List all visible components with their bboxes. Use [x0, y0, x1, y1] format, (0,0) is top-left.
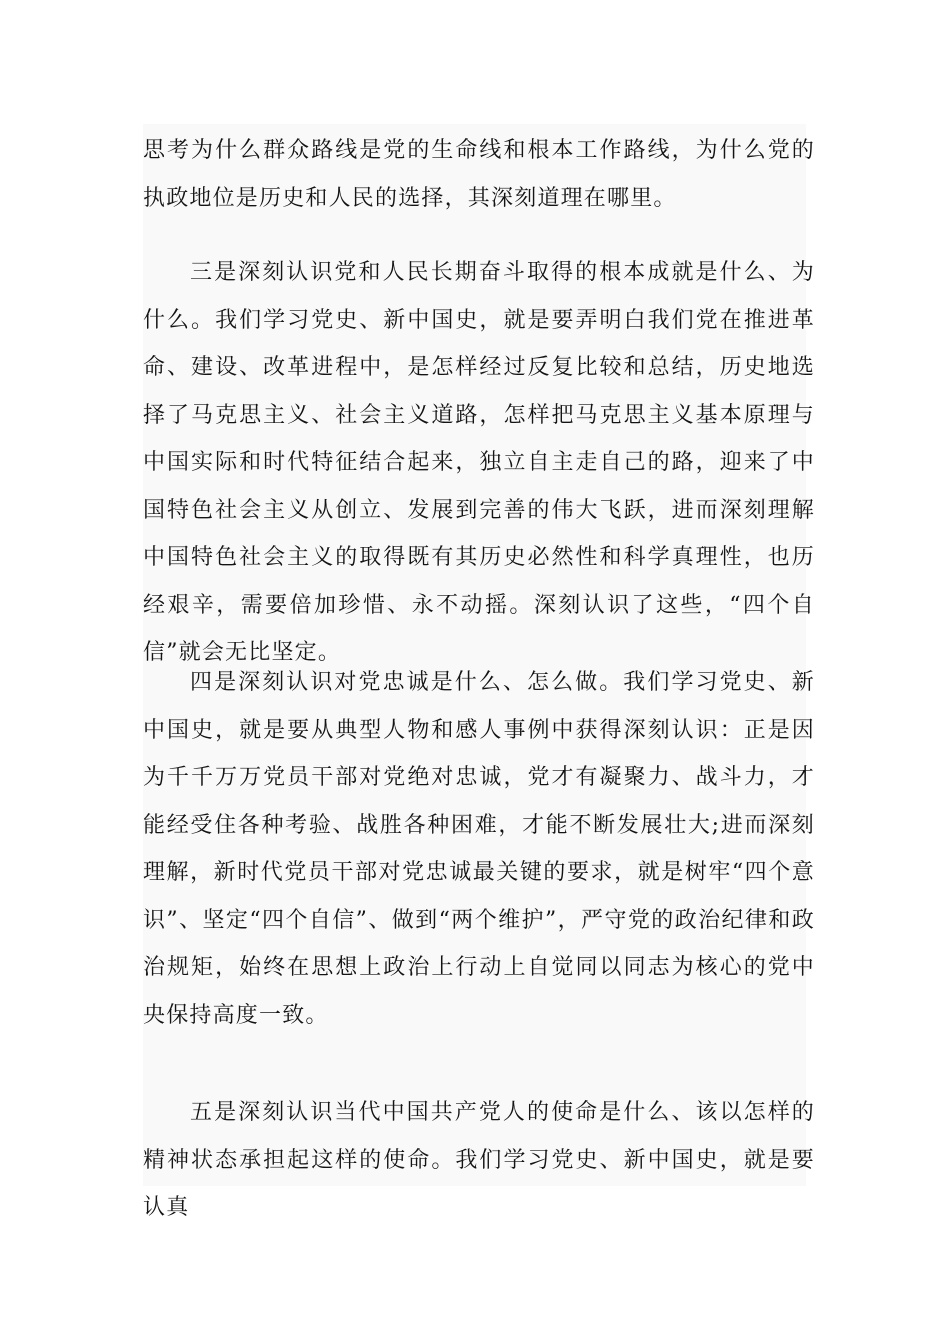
paragraph-four: 四是深刻认识对党忠诚是什么、怎么做。我们学习党史、新中国史，就是要从典型人物和感人事例中获得深刻认识：正是因为千千万万党员干部对党绝对忠诚，党才有凝聚力、战斗力，才能经受住各种考验、战胜各种困难，才能不断发展壮大;进而深刻理解，新时代党员干部对党忠诚最关键的要求，就是树牢“四个意识”、坚定“四个自信”、做到“两个维护”，严守党的政治纪律和政治规矩，始终在思想上政治上行动上自觉同以同志为核心的党中央保持高度一致。	[143, 670, 815, 1028]
paragraph-three: 三是深刻认识党和人民长期奋斗取得的根本成就是什么、为什么。我们学习党史、新中国史，就是要弄明白我们党在推进革命、建设、改革进程中，是怎样经过反复比较和总结，历史地选择了马克思主义、社会主义道路，怎样把马克思主义基本原理与中国实际和时代特征结合起来，独立自主走自己的路，迎来了中国特色社会主义从创立、发展到完善的伟大飞跃，进而深刻理解中国特色社会主义的取得既有其历史必然性和科学真理性，也历经艰辛，需要倍加珍惜、永不动摇。深刻认识了这些，“四个自信”就会无比坚定。	[143, 260, 815, 665]
paragraph-five: 五是深刻认识当代中国共产党人的使命是什么、该以怎样的精神状态承担起这样的使命。我们学习党史、新中国史，就是要认真	[143, 1100, 815, 1220]
paragraph-continuation: 思考为什么群众路线是党的生命线和根本工作路线，为什么党的执政地位是历史和人民的选择，其深刻道理在哪里。	[143, 138, 815, 211]
